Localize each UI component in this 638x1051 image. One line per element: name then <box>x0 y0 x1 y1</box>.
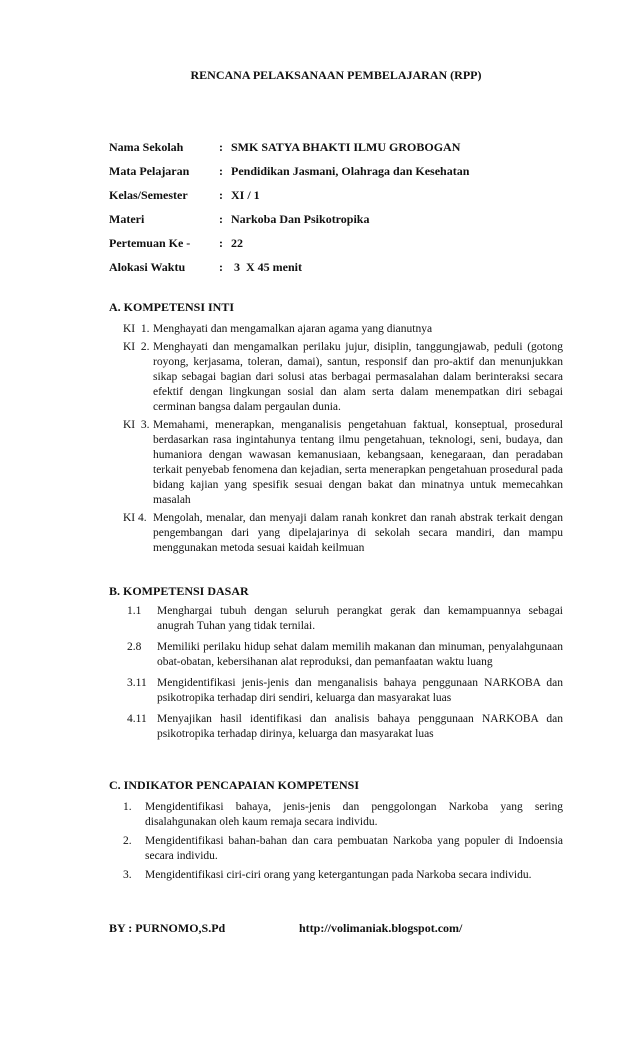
identity-value: Narkoba Dan Psikotropika <box>231 212 370 226</box>
identity-colon: : <box>219 260 223 274</box>
footer-author: BY : PURNOMO,S.Pd <box>109 921 226 935</box>
section-heading-kd: B. KOMPETENSI DASAR <box>109 584 249 598</box>
identity-colon: : <box>219 212 223 226</box>
identity-row <box>109 260 563 284</box>
identity-colon: : <box>219 140 223 154</box>
kd-text: Menghargai tubuh dengan seluruh perangkat gerak dan kemampuannya sebagai anugrah Tuhan yang tidak ternilai. <box>157 605 563 632</box>
kd-item <box>127 604 563 634</box>
identity-row <box>109 212 563 236</box>
ki-number: KI 4. <box>123 512 147 524</box>
identity-block <box>109 140 563 284</box>
identity-value: SMK SATYA BHAKTI ILMU GROBOGAN <box>231 140 461 154</box>
section-heading-indikator: C. INDIKATOR PENCAPAIAN KOMPETENSI <box>109 778 360 792</box>
identity-row <box>109 140 563 164</box>
indikator-list <box>109 800 563 887</box>
ki-number: KI 2. <box>123 341 150 353</box>
identity-colon: : <box>219 188 223 202</box>
ki-number: KI 1. <box>123 323 150 335</box>
section-heading-ki: A. KOMPETENSI INTI <box>109 300 235 314</box>
ki-text: Memahami, menerapkan, menganalisis pengetahuan faktual, konseptual, prosedural berdasarkan rasa ingintahunya tentang ilmu pengetahuan, teknologi, seni, budaya, dan humaniora dengan wawasan kemanusiaan, kebangsaan, kenegaraan, dan peradaban terkait penyebab fenomena dan kejadian, serta menerapkan pengetahuan prosedural pada bidang kajian yang spesifik sesuai dengan bakat dan minatnya untuk memecahkan masalah <box>153 419 563 506</box>
indikator-item <box>123 868 563 883</box>
kd-text: Menyajikan hasil identifikasi dan analisis bahaya penggunaan NARKOBA dan psikotropika terhadap dirinya, keluarga dan masyarakat luas <box>157 713 563 740</box>
kd-item <box>127 676 563 706</box>
ki-item <box>123 322 563 337</box>
kd-number: 2.8 <box>127 641 142 653</box>
identity-value: XI / 1 <box>231 188 260 202</box>
kd-text: Memiliki perilaku hidup sehat dalam memilih makanan dan minuman, penyalahgunaan obat-obatan, kebersihanan alat reproduksi, dan pemanfaatan waktu luang <box>157 641 563 668</box>
ki-text: Menghayati dan mengamalkan ajaran agama yang dianutnya <box>153 323 433 335</box>
indikator-number: 1. <box>123 801 132 813</box>
ki-list <box>109 322 563 559</box>
kd-text: Mengidentifikasi jenis-jenis dan menganalisis bahaya penggunaan NARKOBA dan psikotropika terhadap diri sendiri, keluarga dan masyarakat luas <box>157 677 563 704</box>
indikator-number: 3. <box>123 869 132 881</box>
kd-number: 3.11 <box>127 677 147 689</box>
ki-text: Menghayati dan mengamalkan perilaku jujur, disiplin, tanggungjawab, peduli (gotong royong, kerjasama, toleran, damai), santun, responsif dan pro-aktif dan menunjukkan sikap sebagai bagian dari solusi atas berbagai permasalahan dalam berinteraksi secara efektif dengan lingkungan sosial dan alam serta dalam menempatkan diri sebagai cerminan bangsa dalam pergaulan dunia. <box>153 341 563 413</box>
identity-row <box>109 236 563 260</box>
indikator-number: 2. <box>123 835 132 847</box>
identity-label: Alokasi Waktu <box>109 260 186 274</box>
identity-row <box>109 164 563 188</box>
identity-label: Nama Sekolah <box>109 140 184 154</box>
identity-label: Materi <box>109 212 145 226</box>
ki-item <box>123 340 563 415</box>
identity-value: 22 <box>231 236 243 250</box>
indikator-text: Mengidentifikasi ciri-ciri orang yang ketergantungan pada Narkoba secara individu. <box>145 869 532 881</box>
ki-text: Mengolah, menalar, dan menyaji dalam ranah konkret dan ranah abstrak terkait dengan pengembangan dari yang dipelajarinya di sekolah secara mandiri, dan mampu menggunakan metoda sesuai kaidah keilmuan <box>153 512 563 554</box>
identity-value: 3 X 45 menit <box>231 260 302 274</box>
identity-label: Kelas/Semester <box>109 188 188 202</box>
ki-item <box>123 418 563 508</box>
identity-label: Mata Pelajaran <box>109 164 190 178</box>
ki-number: KI 3. <box>123 419 150 431</box>
indikator-item <box>123 800 563 830</box>
identity-label: Pertemuan Ke - <box>109 236 191 250</box>
identity-colon: : <box>219 164 223 178</box>
indikator-item <box>123 834 563 864</box>
identity-value: Pendidikan Jasmani, Olahraga dan Kesehatan <box>231 164 470 178</box>
kd-item <box>127 640 563 670</box>
identity-row <box>109 188 563 212</box>
kd-list <box>109 604 563 748</box>
identity-colon: : <box>219 236 223 250</box>
kd-number: 4.11 <box>127 713 147 725</box>
indikator-text: Mengidentifikasi bahaya, jenis-jenis dan penggolongan Narkoba yang sering disalahgunakan oleh kaum remaja secara individu. <box>145 801 563 828</box>
indikator-text: Mengidentifikasi bahan-bahan dan cara pembuatan Narkoba yang populer di Indoensia secara individu. <box>145 835 563 862</box>
document-title: RENCANA PELAKSANAAN PEMBELAJARAN (RPP) <box>190 68 482 82</box>
kd-item <box>127 712 563 742</box>
kd-number: 1.1 <box>127 605 142 617</box>
footer-url[interactable]: http://volimaniak.blogspot.com/ <box>299 921 463 935</box>
ki-item <box>123 511 563 556</box>
